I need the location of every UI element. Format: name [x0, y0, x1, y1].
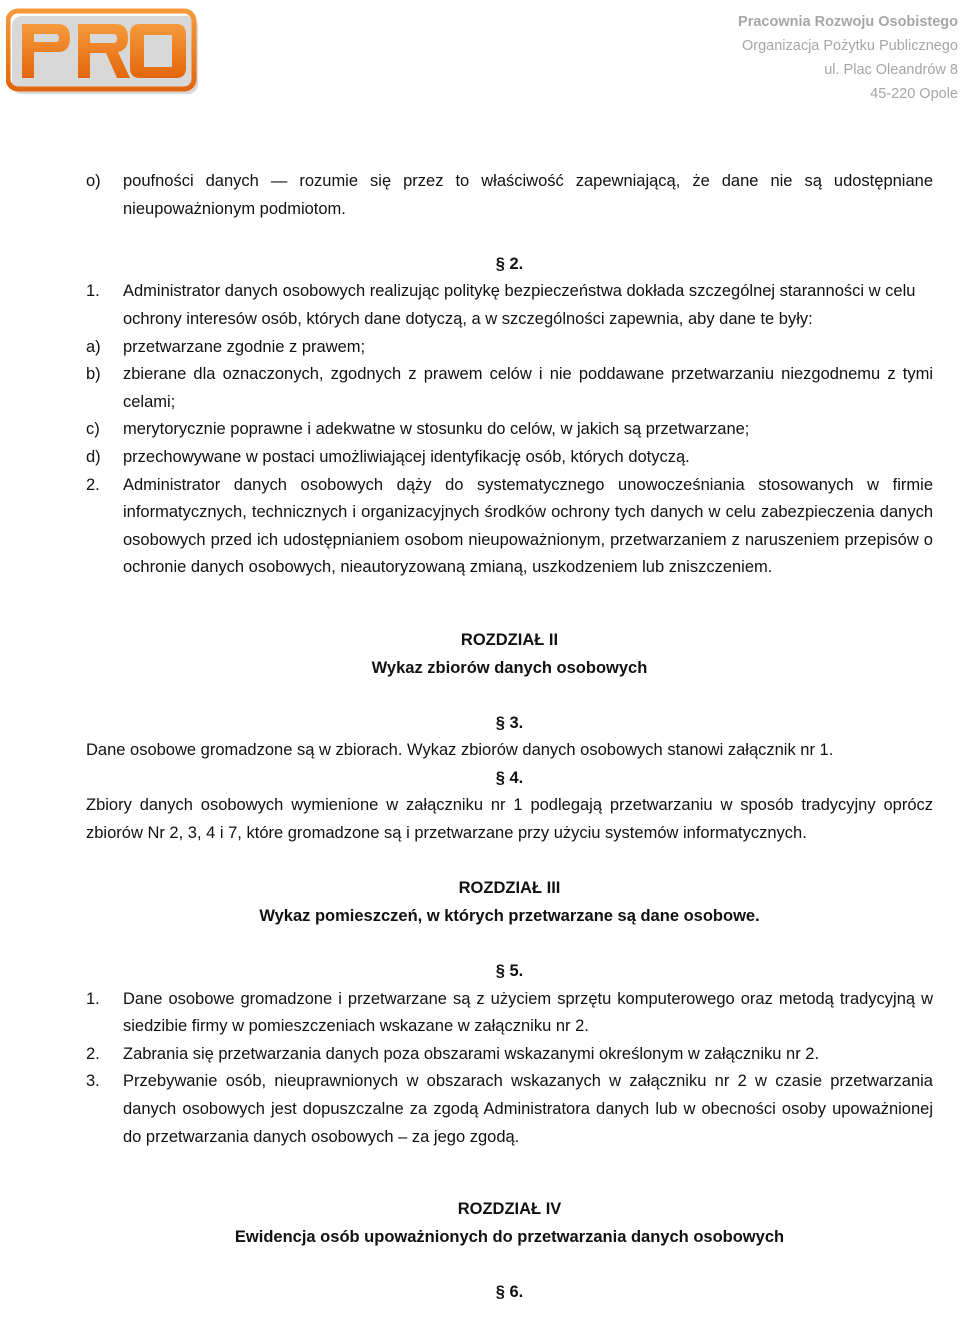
section-title-6: § 6. [495, 1282, 524, 1301]
list-item [86, 168, 933, 223]
section-title-3: § 3. [495, 713, 524, 732]
item-number: 3. [86, 1072, 100, 1091]
item-text: Dane osobowe gromadzone i przetwarzane są z użyciem sprzętu komputerowego oraz metodą tradycyjną w siedzibie firmy w pomieszczeniach wskazane w załączniku nr 2. [123, 989, 933, 1036]
section-title-5: § 5. [495, 962, 524, 981]
list-item [86, 1068, 933, 1151]
list-item [86, 986, 933, 1041]
list-item [86, 1041, 933, 1069]
item-number: 1. [86, 989, 100, 1008]
paragraph: Zbiory danych osobowych wymienione w załączniku nr 1 podlegają przetwarzaniu w sposób tradycyjny oprócz zbiorów Nr 2, 3, 4 i 7, które gromadzone są i przetwarzane przy użyciu systemów informatycznych. [86, 796, 933, 843]
paragraph: Dane osobowe gromadzone są w zbiorach. Wykaz zbiorów danych osobowych stanowi załącznik nr 1. [86, 741, 834, 760]
item-text: Administrator danych osobowych dąży do systematycznego unowocześniania stosowanych w firmie informatycznych, technicznych i organizacyjnych środków ochrony tych danych w celu zabezpieczenia danych osobowych przed ich udostępnianiem osobom nieupoważnionym, przetwarzaniem z naruszeniem przepisów o ochronie danych osobowych, nieautoryzowaną zmianą, uszkodzeniem lub zniszczeniem. [123, 475, 933, 577]
chapter-subtitle: Wykaz pomieszczeń, w których przetwarzane są dane osobowe. [259, 906, 760, 925]
org-name: Pracownia Rozwoju Osobistego [738, 14, 958, 30]
item-number: 1. [86, 282, 100, 301]
item-text: zbierane dla oznaczonych, zgodnych z prawem celów i nie poddawane przetwarzaniu niezgodnemu z tymi celami; [123, 365, 933, 411]
item-number: c) [86, 420, 100, 439]
item-text: Administrator danych osobowych realizując politykę bezpieczeństwa dokłada szczególnej staranności w celu ochrony interesów osób, których dane dotyczą, a w szczególności zapewnia, aby dane te były: [123, 282, 916, 328]
item-text: merytorycznie poprawne i adekwatne w stosunku do celów, w jakich są przetwarzane; [123, 420, 750, 439]
section-title-2: § 2. [495, 254, 524, 273]
item-number: 2. [86, 475, 100, 494]
item-number: b) [86, 365, 101, 384]
item-number: a) [86, 337, 101, 356]
item-text: przechowywane w postaci umożliwiającej identyfikację osób, których dotyczą. [123, 447, 690, 466]
item-text: Zabrania się przetwarzania danych poza obszarami wskazanymi określonym w załączniku nr 2. [123, 1044, 820, 1063]
item-number: 2. [86, 1044, 100, 1063]
list-item [86, 472, 933, 582]
org-city: 45-220 Opole [870, 86, 958, 102]
chapter-heading: ROZDZIAŁ III [458, 879, 561, 898]
list-item [86, 334, 933, 362]
document-body [86, 168, 933, 1307]
item-text: przetwarzane zgodnie z prawem; [123, 337, 366, 356]
organization-header [738, 10, 958, 106]
logo-graphic [6, 8, 202, 96]
item-text: poufności danych — rozumie się przez to właściwość zapewniającą, że dane nie są udostępniane nieupoważnionym podmiotom. [123, 172, 933, 218]
list-item [86, 361, 933, 416]
list-item [86, 278, 933, 333]
item-number: d) [86, 447, 101, 466]
chapter-subtitle: Wykaz zbiorów danych osobowych [371, 658, 648, 677]
item-number: o) [86, 172, 101, 190]
list-item [86, 444, 933, 472]
chapter-heading: ROZDZIAŁ II [460, 630, 559, 649]
org-street: ul. Plac Oleandrów 8 [824, 62, 958, 78]
chapter-subtitle: Ewidencja osób upoważnionych do przetwarzania danych osobowych [234, 1227, 785, 1246]
org-type: Organizacja Pożytku Publicznego [741, 38, 958, 54]
item-text: Przebywanie osób, nieuprawnionych w obszarach wskazanych w załączniku nr 2 w czasie przetwarzania danych osobowych jest dopuszczalne za zgodą Administratora danych lub w obecności osoby upoważnionej do przetwarzania danych osobowych – za jego zgodą. [123, 1072, 933, 1146]
list-item [86, 416, 933, 444]
section-title-4: § 4. [495, 768, 524, 787]
pro-logo [6, 8, 202, 96]
chapter-heading: ROZDZIAŁ IV [457, 1200, 562, 1219]
